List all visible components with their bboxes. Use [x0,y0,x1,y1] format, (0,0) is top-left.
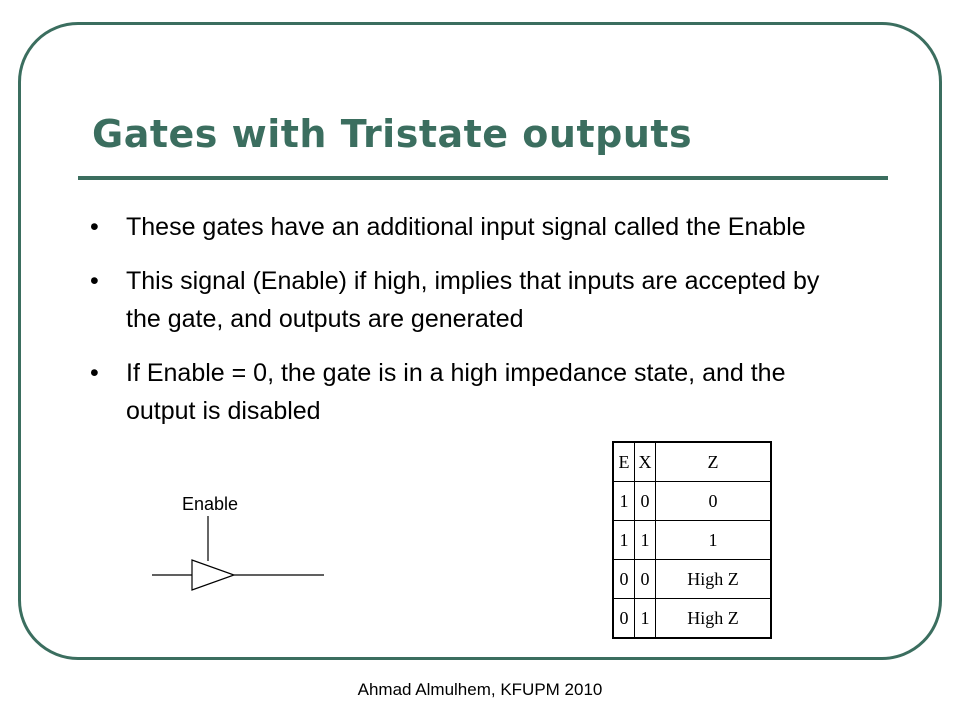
table-cell: 0 [656,482,772,521]
table-cell: 1 [613,521,635,560]
table-row [613,599,771,639]
bullet-item [88,354,858,430]
bullet-icon: • [90,359,99,387]
table-cell: 0 [613,560,635,599]
table-row [613,521,771,560]
tristate-buffer-diagram [148,512,328,592]
truth-table [612,441,772,639]
bullet-icon: • [90,267,99,295]
bullet-text: These gates have an additional input signal called the Enable [126,213,806,241]
header-cell-e: E [613,442,635,482]
bullet-text: If Enable = 0, the gate is in a high impedance state, and the output is disabled [126,359,786,425]
bullet-list [88,208,858,446]
header-cell-z: Z [656,442,772,482]
header-cell-x: X [635,442,656,482]
table-cell: 1 [635,521,656,560]
slide-title: Gates with Tristate outputs [92,112,693,156]
table-cell: 0 [635,560,656,599]
table-cell: High Z [656,599,772,639]
table-cell: 1 [613,482,635,521]
bullet-item [88,262,858,338]
table-cell: 1 [656,521,772,560]
bullet-item [88,208,858,246]
table-cell: 0 [613,599,635,639]
table-cell: 1 [635,599,656,639]
table-header-row [613,442,771,482]
bullet-text: This signal (Enable) if high, implies that inputs are accepted by the gate, and outputs are generated [126,267,820,333]
footer-text: Ahmad Almulhem, KFUPM 2010 [357,680,603,699]
enable-label: Enable [182,494,239,514]
table-cell: 0 [635,482,656,521]
table-row [613,482,771,521]
buffer-triangle-icon [192,560,234,590]
table-row [613,560,771,599]
bullet-icon: • [90,213,99,241]
title-underline [78,176,888,180]
table-cell: High Z [656,560,772,599]
